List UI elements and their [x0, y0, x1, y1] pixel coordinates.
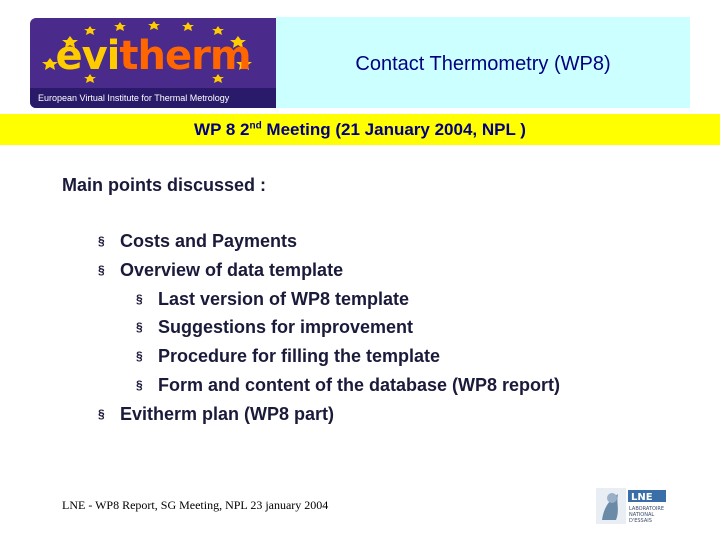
- agenda-item: [136, 286, 409, 312]
- meeting-prefix: WP 8 2: [194, 120, 250, 139]
- meeting-ordinal: nd: [249, 120, 262, 132]
- logo-tagline: European Virtual Institute for Thermal Metrology: [30, 88, 276, 108]
- intro-text: Main points discussed :: [62, 175, 267, 195]
- meeting-heading: [0, 118, 720, 142]
- agenda-item-label: Evitherm plan (WP8 part): [120, 403, 335, 424]
- lne-line-1: LABORATOIRE: [629, 506, 664, 512]
- agenda-item: [98, 401, 334, 427]
- footer-text: LNE - WP8 Report, SG Meeting, NPL 23 january 2004: [62, 498, 329, 512]
- bullet-icon: §: [136, 291, 143, 306]
- agenda-item: [98, 228, 297, 254]
- evitherm-logo: [30, 18, 276, 108]
- agenda-item-label: Costs and Payments: [120, 231, 298, 251]
- agenda-item-label: Form and content of the database (WP8 report): [158, 375, 561, 395]
- lne-line-3: D'ESSAIS: [629, 518, 652, 524]
- bullet-icon: §: [136, 320, 143, 335]
- page-title: Contact Thermometry (WP8): [355, 53, 611, 75]
- bullet-icon: §: [98, 406, 105, 421]
- bullet-icon: §: [98, 262, 105, 277]
- agenda-item: [98, 257, 343, 283]
- lne-logo-graphic: [596, 486, 668, 526]
- lne-line-2: NATIONAL: [629, 512, 655, 518]
- agenda-item: [136, 314, 413, 340]
- agenda-item-label: Procedure for filling the template: [158, 346, 441, 367]
- lne-mark: LNE: [631, 492, 653, 503]
- agenda-item-label: Last version of WP8 template: [158, 288, 410, 309]
- bullet-icon: §: [136, 349, 143, 364]
- bullet-icon: §: [136, 378, 143, 392]
- logo-wordmark: evitherm: [55, 33, 251, 79]
- lne-logo: [596, 486, 668, 526]
- agenda-item-label: Overview of data template: [120, 259, 344, 280]
- bullet-icon: §: [98, 234, 105, 248]
- agenda-item: [136, 343, 440, 369]
- meeting-suffix: Meeting (21 January 2004, NPL ): [261, 120, 526, 139]
- agenda-item: [136, 372, 560, 398]
- agenda-item-label: Suggestions for improvement: [158, 317, 414, 338]
